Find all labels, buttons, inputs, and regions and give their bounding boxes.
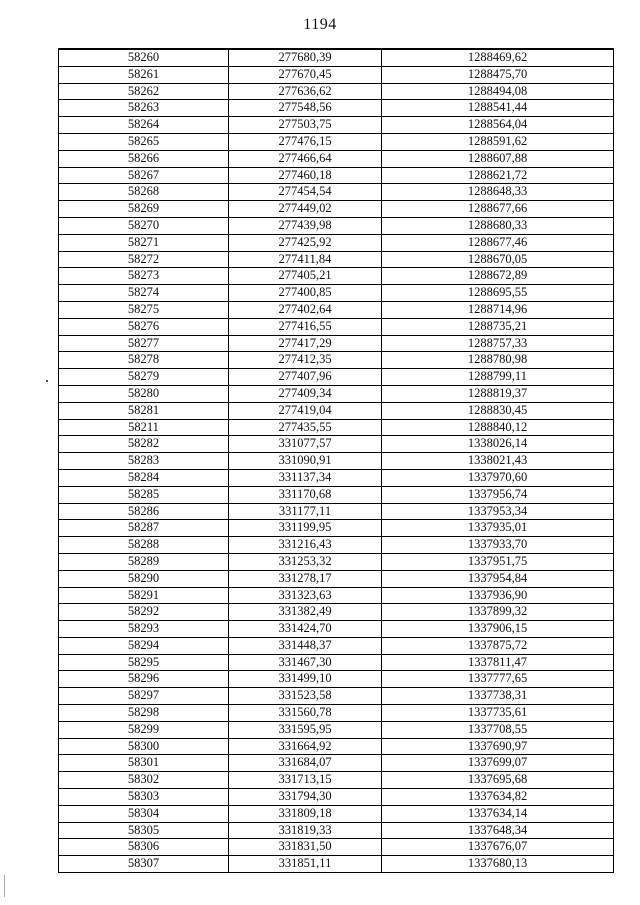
table-row [59,217,614,234]
y-coordinate-cell: 1337699,07 [382,755,614,772]
y-coordinate-cell: 1288475,70 [382,66,614,83]
x-coordinate-cell: 331499,10 [229,671,382,688]
x-coordinate-cell: 277636,62 [229,83,382,100]
point-number-cell: 58306 [59,839,229,856]
y-coordinate-cell: 1288735,21 [382,318,614,335]
y-coordinate-cell: 1338021,43 [382,453,614,470]
y-coordinate-cell: 1288494,08 [382,83,614,100]
x-coordinate-cell: 277407,96 [229,369,382,386]
x-coordinate-cell: 331664,92 [229,738,382,755]
point-number-cell: 58303 [59,789,229,806]
y-coordinate-cell: 1337738,31 [382,688,614,705]
table-row [59,822,614,839]
table-row [59,772,614,789]
x-coordinate-cell: 331424,70 [229,621,382,638]
point-number-cell: 58268 [59,184,229,201]
table-row [59,553,614,570]
x-coordinate-cell: 277409,34 [229,385,382,402]
table-row [59,419,614,436]
y-coordinate-cell: 1288677,66 [382,201,614,218]
y-coordinate-cell: 1337690,97 [382,738,614,755]
x-coordinate-cell: 331253,32 [229,553,382,570]
point-number-cell: 58304 [59,805,229,822]
x-coordinate-cell: 331448,37 [229,637,382,654]
table-row [59,150,614,167]
table-row [59,654,614,671]
x-coordinate-cell: 277425,92 [229,234,382,251]
y-coordinate-cell: 1337906,15 [382,621,614,638]
y-coordinate-cell: 1337777,65 [382,671,614,688]
point-number-cell: 58266 [59,150,229,167]
point-number-cell: 58270 [59,217,229,234]
table-row [59,251,614,268]
table-row [59,721,614,738]
y-coordinate-cell: 1288677,46 [382,234,614,251]
x-coordinate-cell: 277670,45 [229,66,382,83]
margin-mark [4,875,5,897]
point-number-cell: 58291 [59,587,229,604]
y-coordinate-cell: 1288757,33 [382,335,614,352]
point-number-cell: 58274 [59,285,229,302]
table-row [59,335,614,352]
table-body [59,49,614,873]
point-number-cell: 58263 [59,100,229,117]
point-number-cell: 58273 [59,268,229,285]
point-number-cell: 58298 [59,705,229,722]
y-coordinate-cell: 1288714,96 [382,301,614,318]
table-row [59,789,614,806]
y-coordinate-cell: 1337680,13 [382,856,614,873]
x-coordinate-cell: 277400,85 [229,285,382,302]
x-coordinate-cell: 331595,95 [229,721,382,738]
y-coordinate-cell: 1337933,70 [382,537,614,554]
x-coordinate-cell: 277548,56 [229,100,382,117]
point-number-cell: 58296 [59,671,229,688]
point-number-cell: 58286 [59,503,229,520]
x-coordinate-cell: 277435,55 [229,419,382,436]
table-row [59,133,614,150]
y-coordinate-cell: 1337956,74 [382,486,614,503]
x-coordinate-cell: 331382,49 [229,604,382,621]
x-coordinate-cell: 331077,57 [229,436,382,453]
x-coordinate-cell: 331199,95 [229,520,382,537]
table-row [59,201,614,218]
x-coordinate-cell: 277411,84 [229,251,382,268]
table-row [59,637,614,654]
point-number-cell: 58265 [59,133,229,150]
table-row [59,301,614,318]
y-coordinate-cell: 1337648,34 [382,822,614,839]
coordinates-table [58,48,614,873]
table-row [59,621,614,638]
table-row [59,520,614,537]
point-number-cell: 58294 [59,637,229,654]
table-row [59,587,614,604]
point-number-cell: 58267 [59,167,229,184]
y-coordinate-cell: 1288591,62 [382,133,614,150]
y-coordinate-cell: 1288564,04 [382,117,614,134]
y-coordinate-cell: 1337735,61 [382,705,614,722]
table-row [59,402,614,419]
margin-mark [46,380,48,382]
y-coordinate-cell: 1337953,34 [382,503,614,520]
y-coordinate-cell: 1337875,72 [382,637,614,654]
y-coordinate-cell: 1288672,89 [382,268,614,285]
y-coordinate-cell: 1337634,82 [382,789,614,806]
x-coordinate-cell: 331794,30 [229,789,382,806]
y-coordinate-cell: 1337695,68 [382,772,614,789]
table-row [59,66,614,83]
y-coordinate-cell: 1288680,33 [382,217,614,234]
table-row [59,234,614,251]
y-coordinate-cell: 1288830,45 [382,402,614,419]
point-number-cell: 58284 [59,469,229,486]
x-coordinate-cell: 331831,50 [229,839,382,856]
x-coordinate-cell: 277460,18 [229,167,382,184]
point-number-cell: 58305 [59,822,229,839]
y-coordinate-cell: 1337936,90 [382,587,614,604]
point-number-cell: 58285 [59,486,229,503]
point-number-cell: 58295 [59,654,229,671]
table-row [59,570,614,587]
x-coordinate-cell: 277454,54 [229,184,382,201]
point-number-cell: 58301 [59,755,229,772]
point-number-cell: 58302 [59,772,229,789]
x-coordinate-cell: 277466,64 [229,150,382,167]
point-number-cell: 58281 [59,402,229,419]
y-coordinate-cell: 1337676,07 [382,839,614,856]
y-coordinate-cell: 1337951,75 [382,553,614,570]
point-number-cell: 58276 [59,318,229,335]
table-row [59,285,614,302]
y-coordinate-cell: 1288819,37 [382,385,614,402]
table-row [59,705,614,722]
x-coordinate-cell: 277449,02 [229,201,382,218]
table-row [59,839,614,856]
table-row [59,856,614,873]
y-coordinate-cell: 1338026,14 [382,436,614,453]
table-row [59,318,614,335]
table-row [59,385,614,402]
table-row [59,604,614,621]
table-row [59,469,614,486]
point-number-cell: 58272 [59,251,229,268]
table-row [59,671,614,688]
point-number-cell: 58290 [59,570,229,587]
y-coordinate-cell: 1337811,47 [382,654,614,671]
x-coordinate-cell: 277476,15 [229,133,382,150]
y-coordinate-cell: 1288799,11 [382,369,614,386]
x-coordinate-cell: 331523,58 [229,688,382,705]
point-number-cell: 58261 [59,66,229,83]
y-coordinate-cell: 1288469,62 [382,49,614,66]
point-number-cell: 58300 [59,738,229,755]
table-row [59,167,614,184]
table-row [59,436,614,453]
point-number-cell: 58260 [59,49,229,66]
y-coordinate-cell: 1337954,84 [382,570,614,587]
x-coordinate-cell: 331851,11 [229,856,382,873]
table-row [59,688,614,705]
x-coordinate-cell: 277412,35 [229,352,382,369]
point-number-cell: 58293 [59,621,229,638]
x-coordinate-cell: 331216,43 [229,537,382,554]
x-coordinate-cell: 277405,21 [229,268,382,285]
table-row [59,369,614,386]
x-coordinate-cell: 277419,04 [229,402,382,419]
point-number-cell: 58297 [59,688,229,705]
point-number-cell: 58262 [59,83,229,100]
point-number-cell: 58282 [59,436,229,453]
table-row [59,805,614,822]
point-number-cell: 58275 [59,301,229,318]
x-coordinate-cell: 331137,34 [229,469,382,486]
y-coordinate-cell: 1337634,14 [382,805,614,822]
table-row [59,268,614,285]
y-coordinate-cell: 1337708,55 [382,721,614,738]
y-coordinate-cell: 1337935,01 [382,520,614,537]
point-number-cell: 58211 [59,419,229,436]
y-coordinate-cell: 1288840,12 [382,419,614,436]
table-row [59,83,614,100]
x-coordinate-cell: 277416,55 [229,318,382,335]
x-coordinate-cell: 331278,17 [229,570,382,587]
table-row [59,352,614,369]
y-coordinate-cell: 1288648,33 [382,184,614,201]
table-row [59,117,614,134]
x-coordinate-cell: 331170,68 [229,486,382,503]
y-coordinate-cell: 1288695,55 [382,285,614,302]
table-row [59,453,614,470]
table-row [59,100,614,117]
point-number-cell: 58277 [59,335,229,352]
x-coordinate-cell: 277503,75 [229,117,382,134]
table-row [59,755,614,772]
table-row [59,486,614,503]
point-number-cell: 58271 [59,234,229,251]
x-coordinate-cell: 331809,18 [229,805,382,822]
x-coordinate-cell: 331684,07 [229,755,382,772]
point-number-cell: 58269 [59,201,229,218]
point-number-cell: 58289 [59,553,229,570]
point-number-cell: 58283 [59,453,229,470]
point-number-cell: 58292 [59,604,229,621]
y-coordinate-cell: 1288607,88 [382,150,614,167]
y-coordinate-cell: 1288621,72 [382,167,614,184]
x-coordinate-cell: 277439,98 [229,217,382,234]
y-coordinate-cell: 1337970,60 [382,469,614,486]
x-coordinate-cell: 331090,91 [229,453,382,470]
page-number: 1194 [303,16,337,33]
point-number-cell: 58299 [59,721,229,738]
point-number-cell: 58278 [59,352,229,369]
y-coordinate-cell: 1288780,98 [382,352,614,369]
x-coordinate-cell: 277680,39 [229,49,382,66]
table-row [59,503,614,520]
point-number-cell: 58279 [59,369,229,386]
point-number-cell: 58288 [59,537,229,554]
point-number-cell: 58307 [59,856,229,873]
x-coordinate-cell: 331177,11 [229,503,382,520]
y-coordinate-cell: 1337899,32 [382,604,614,621]
point-number-cell: 58287 [59,520,229,537]
x-coordinate-cell: 331713,15 [229,772,382,789]
x-coordinate-cell: 277402,64 [229,301,382,318]
point-number-cell: 58280 [59,385,229,402]
table-row [59,49,614,66]
y-coordinate-cell: 1288541,44 [382,100,614,117]
x-coordinate-cell: 331467,30 [229,654,382,671]
x-coordinate-cell: 277417,29 [229,335,382,352]
table-row [59,738,614,755]
x-coordinate-cell: 331560,78 [229,705,382,722]
x-coordinate-cell: 331819,33 [229,822,382,839]
y-coordinate-cell: 1288670,05 [382,251,614,268]
point-number-cell: 58264 [59,117,229,134]
x-coordinate-cell: 331323,63 [229,587,382,604]
table-row [59,537,614,554]
table-row [59,184,614,201]
